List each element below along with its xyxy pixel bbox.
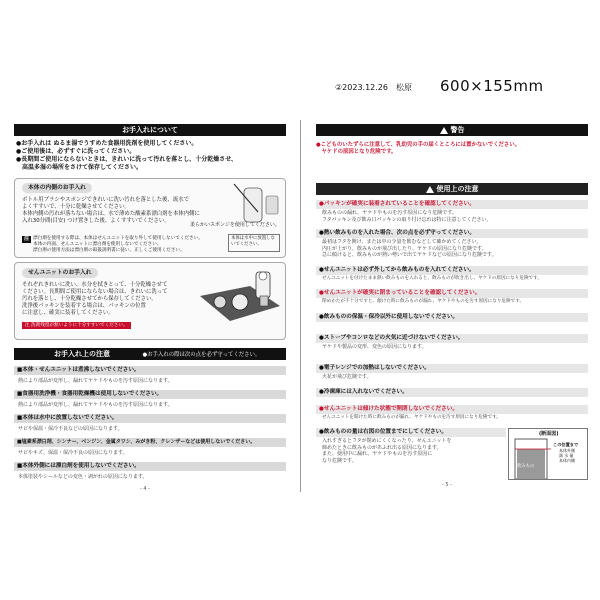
- care-row-title: ■本体は水中に放置しないでください。: [14, 414, 286, 423]
- usage-item-title: ●飲みものの量は右図の位置までにしてください。: [316, 428, 506, 437]
- usage-item-sub: フタパッキン及び飲み口パッキンの取り付け忘れは特に注意してください。: [322, 216, 492, 223]
- usage-item-text: ●せんユニットが確実に閉まっていることを確認してください。: [319, 290, 481, 296]
- usage-item-text: ●せんユニットは傾けた状態で開閉しないでください。: [319, 406, 458, 412]
- usage-item-title: ●ストーブやコンロなどの火気に近づけないでください。: [316, 334, 588, 343]
- inner-care-line: ボトル用ブラシやスポンジできれいに洗い汚れを落とした後、流水で: [22, 197, 189, 203]
- usage-item-title: ●冷凍庫には入れないでください。: [316, 388, 588, 397]
- inner-care-line: 入れ30分間(目安) つけ置きした後、よくすすいでください。: [22, 218, 170, 224]
- inner-caution-line: 漂白剤の使用方法は漂白剤の取扱説明書に従い、正しくご使用ください。: [33, 248, 185, 253]
- usage-item-sub: 締めたときに飲みものがあふれ出る原因になります。: [322, 444, 442, 451]
- usage-item-title: ●飲みものの保温・保冷以外に使用しないでください。: [316, 313, 588, 322]
- usage-item-sub: なり危険です。: [322, 457, 357, 464]
- seal-care-line: 汚れを落とし、十分乾燥させてから保存してください。: [22, 296, 157, 302]
- inner-care-note: 柔らかいスポンジを使用してください。: [190, 222, 280, 228]
- seal-care-pill: せんユニットのお手入れ: [22, 268, 98, 278]
- usage-item-title: ●せんユニットは必ず外してから飲みものを入れてください。: [316, 266, 588, 275]
- usage-item-text: ●パッキンが確実に装着されていることを確認してください。: [319, 201, 475, 207]
- usage-item-sub: 飲みものの漏れ、ヤケドやものを汚す原因になり危険です。: [322, 210, 457, 216]
- page-number-left: - 4 -: [140, 486, 150, 492]
- care-row-title: ■塩素系漂白剤、シンナー、ベンジン、金属タワシ、みがき粉、クレンザーなどは使用しないでください。: [14, 438, 286, 447]
- usage-item-sub: ヤケドや製品の変形、変色の原因になります。: [322, 344, 427, 350]
- header-date-author: ②2023.12.26 松原: [335, 83, 412, 92]
- usage-bar: [316, 183, 588, 195]
- care-row-sub: サビやキズ、保温・保冷不良の原因になります。: [18, 450, 128, 456]
- seal-care-line: ください。長期間ご使用にならない場合は、きれいに洗って: [22, 289, 168, 295]
- inner-caution-line: 漂白剤を使用する際は、本体はせんユニットを取り外して使用しないでください。: [33, 236, 203, 241]
- diagram-label-body: 本体外側: [559, 448, 575, 453]
- warning-line: ●こどものいたずらに注意して、乳幼児の手の届くところには置かないでください。: [316, 142, 521, 148]
- usage-item-sub: 火花が飛び危険です。: [322, 374, 372, 380]
- inner-side-note: 本体は水中に放置しないでください。: [228, 234, 280, 252]
- inner-caution: [22, 236, 212, 254]
- inner-care-text: [22, 197, 200, 225]
- care-bullet: ●ご使用後は、必ずすぐに洗ってください。: [16, 148, 136, 155]
- bottle-brush-illustration: [232, 182, 282, 224]
- diagram-label-limit: この位置まで: [553, 442, 579, 447]
- care-bullet: ●お手入れは ぬるま湯でうすめた食器用洗剤を使用してください。: [16, 140, 198, 147]
- usage-item-sub: 最初はフタを開け、または中の少量を飲むなどして確かめてください。: [322, 239, 482, 245]
- usage-item-sub: 内圧が上がり、飲みものが飛び出したり、ヤケドの原因になり危険です。: [322, 245, 487, 252]
- usage-item-title: [316, 200, 588, 209]
- care-row-title: ■本体・せんユニットは煮沸しないでください。: [14, 366, 286, 375]
- care-note-bar: [14, 348, 286, 360]
- usage-title: 使用上の注意: [436, 185, 479, 193]
- usage-item-title: [316, 405, 588, 414]
- diagram-label-inner: 本体内側: [559, 458, 575, 463]
- inner-care-pill: 本体の内側のお手入れ: [22, 183, 92, 193]
- bottle-section-illustration: [511, 437, 551, 479]
- inner-care-line: 本体内側の汚れが落ちない場合は、水で薄めた酸素系漂白剤を本体内側に: [22, 211, 200, 217]
- inner-caution-line: 本体の内面、せんユニットに漂白剤を使用しないでください。: [33, 242, 162, 247]
- diagram-label-drink: 飲みもの: [517, 464, 535, 469]
- warning-bar: [316, 124, 588, 136]
- care-bullet: 高温多湿の場所をさけて保存してください。: [16, 164, 143, 171]
- diagram-label-level: 満 水 量: [559, 453, 574, 458]
- diagram-title: (断面図): [539, 431, 559, 437]
- care-row-sub: 熱により部品が変形し、漏れてヤケドやものを汚す原因になります。: [18, 378, 173, 384]
- care-note-title: お手入れ上の注意: [54, 350, 110, 358]
- care-row-sub: 熱により部品が変形し、漏れてヤケドやものを汚す原因になります。: [18, 402, 173, 408]
- warning-title: 警告: [450, 126, 465, 134]
- seal-caution: 注 洗剤残留が無いように十分すすいでください。: [22, 322, 131, 329]
- care-bullets: [16, 140, 237, 172]
- header-size: 600×155mm: [440, 77, 544, 95]
- caution-icon: 注: [24, 236, 30, 242]
- usage-item-sub: せんユニットを付けたまま熱い飲みものを入れると、飲みものが吹き出し、ヤケドの原因になり危険です。: [322, 276, 542, 281]
- usage-item-sub: 急に傾けると、飲みものが熱い勢いで出てヤケドなどの原因になり危険です。: [322, 252, 497, 258]
- seal-care-line: に注意し、確実に装着してください。: [22, 310, 114, 316]
- seal-unit-illustration: [180, 266, 284, 336]
- care-note-side: ●お手入れの際は次の点を必ず守ってください。: [142, 352, 261, 358]
- usage-item-sub: また、使用中に漏れ、ヤケドやものを汚す原因に: [322, 451, 433, 457]
- usage-item-sub: せんユニットを開けた時に飲みものが漏れ、ヤケドやものを汚す原因になり危険です。: [322, 415, 501, 420]
- cross-section-diagram: [508, 428, 588, 480]
- usage-item-sub: 閉めかたが不十分ですと、傾けた時に飲みものが漏れ、ヤケドやものを汚す原因になり危険です。: [322, 299, 525, 304]
- page-number-right: - 5 -: [442, 482, 452, 488]
- care-row-sub: サビや保温・保冷不良などの原因になります。: [18, 426, 123, 432]
- usage-item-sub: 入れすぎるとフタが閉めにくくなったり、せんユニットを: [322, 438, 452, 444]
- seal-care-text: [22, 282, 168, 317]
- care-row-sub: 本体塗装やシールなどの変色・剥がれの原因になります。: [18, 474, 148, 480]
- caution-triangle-icon: [426, 186, 434, 193]
- seal-care-line: それぞれきれいに洗い、水分を拭きとって、十分乾燥させて: [22, 282, 168, 288]
- care-bullet: ●長期間ご使用にならないときは、きれいに洗って汚れを落とし、十分乾燥させ、: [16, 156, 238, 163]
- inner-care-line: よくすすいで、十分に乾燥させてください。: [22, 204, 130, 210]
- warning-line: ヤケドの原因となり危険です。: [316, 149, 397, 155]
- care-row-title: ■本体外側には漂白剤を使用しないでください。: [14, 462, 286, 471]
- usage-item-title: ●電子レンジでの加熱はしないでください。: [316, 364, 588, 373]
- care-row-title: ■食器用洗浄機・食器用乾燥機は使用しないでください。: [14, 390, 286, 399]
- warning-triangle-icon: [440, 127, 448, 134]
- page-divider: [300, 120, 301, 492]
- usage-item-title: [316, 289, 588, 298]
- seal-care-line: 洗浄後パッキンを装着する場合は、パッキンの位置: [22, 303, 146, 309]
- care-title-bar: お手入れについて: [14, 124, 286, 136]
- usage-item-title: ●熱い飲みものを入れた場合、次の点を必ず守ってください。: [316, 229, 588, 238]
